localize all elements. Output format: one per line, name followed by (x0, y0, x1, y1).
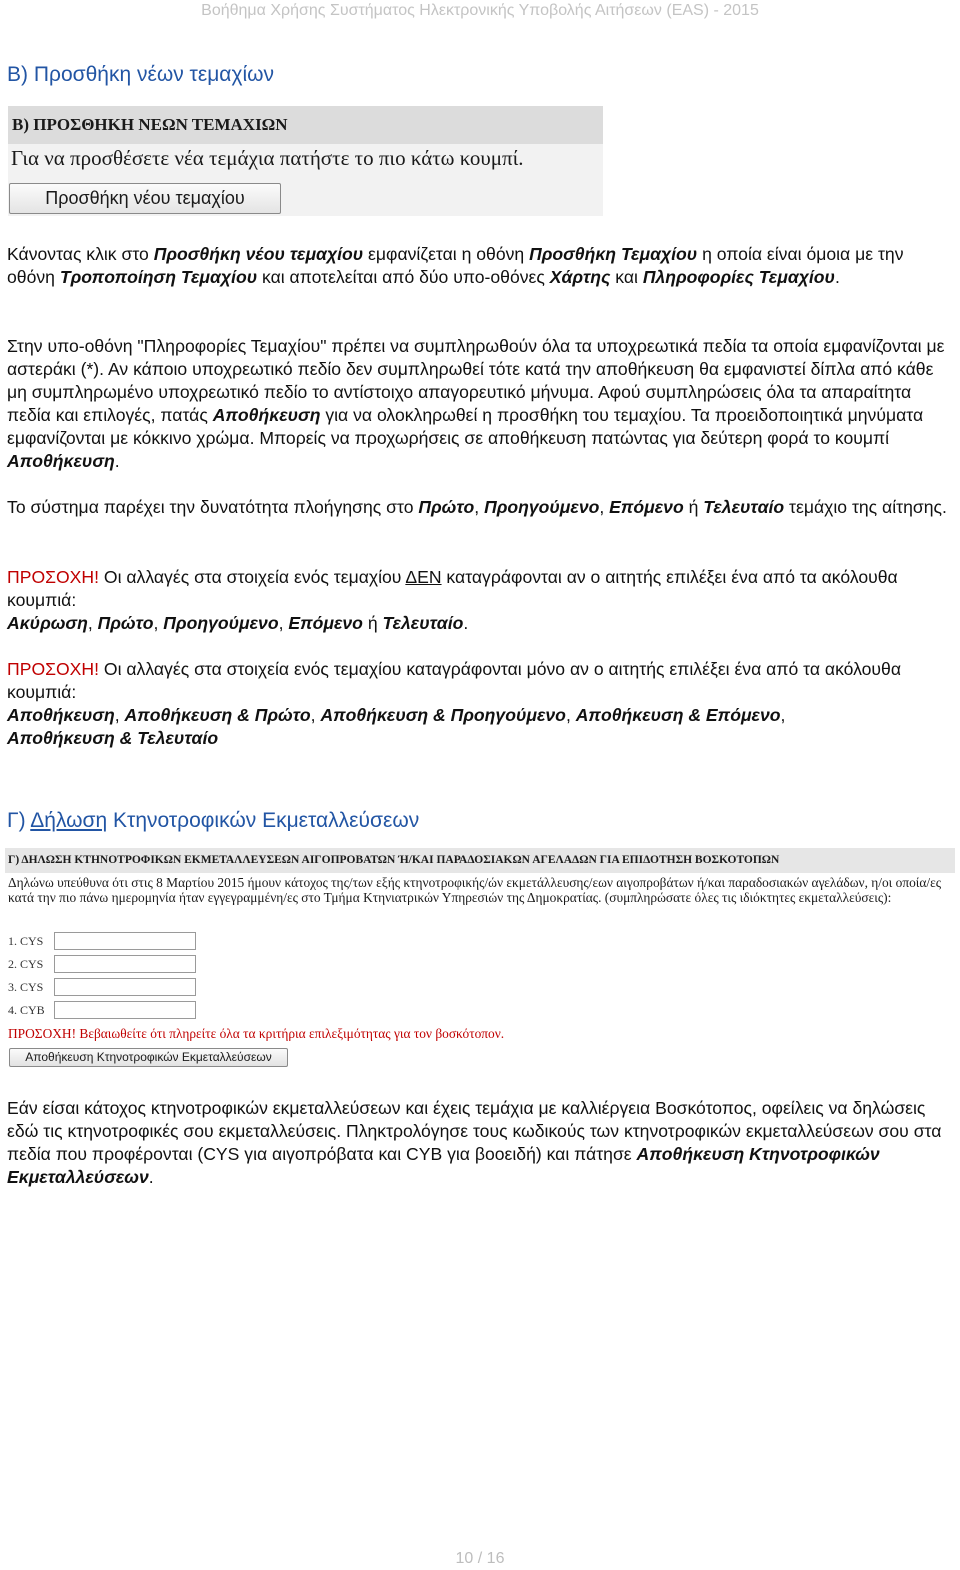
cys-code-input-1[interactable] (54, 932, 196, 950)
add-parcel-instruction: Για να προσθέσετε νέα τεμάχια πατήστε το πιο κάτω κουμπί. (11, 146, 524, 170)
livestock-header-bar (5, 848, 955, 873)
section-b-title: B) Προσθήκη νέων τεμαχίων (7, 63, 275, 86)
add-new-parcel-button[interactable]: Προσθήκη νέου τεμαχίου (9, 183, 281, 214)
livestock-field-label: 4. CYB (8, 1003, 45, 1017)
paragraph-warning-not-saved: ΠΡΟΣΟΧΗ! Οι αλλαγές στα στοιχεία ενός τεμαχίου ΔΕΝ καταγράφονται αν ο αιτητής επιλέξει ένα από τα ακόλουθα κουμπιά: Ακύρωση, Πρώτο, Προηγούμενο, Επόμενο ή Τελευταίο. (7, 567, 898, 633)
warning-label: ΠΡΟΣΟΧΗ! (7, 659, 100, 679)
livestock-field-label: 3. CYS (8, 980, 44, 994)
livestock-declaration-screenshot (5, 848, 955, 1070)
paragraph-add-parcel-intro: Κάνοντας κλικ στο Προσθήκη νέου τεμαχίου εμφανίζεται η οθόνη Προσθήκη Τεμαχίου η οποία είναι όμοια με την οθόνη Τροποποίηση Τεμαχίου και αποτελείται από δύο υπο-οθόνες Χάρτης και Πληροφορίες Τεμαχίου. (7, 244, 904, 287)
save-livestock-button[interactable]: Αποθήκευση Κτηνοτροφικών Εκμεταλλεύσεων (9, 1048, 288, 1067)
paragraph-mandatory-fields: Στην υπο-οθόνη "Πληροφορίες Τεμαχίου" πρέπει να συμπληρωθούν όλα τα υποχρεωτικά πεδία τα οποία εμφανίζονται με αστεράκι (*). Αν κάποιο υποχρεωτικό πεδίο δεν συμπληρωθεί τότε κατά την αποθήκευση θα εμφανιστεί δίπλα από κάθε μη συμπληρωμένο υποχρεωτικό πεδίο το αντίστοιχο απαγορευτικό μήνυμα. Αφού συμπληρώσεις όλα τα απαραίτητα πεδία και επιλογές, πατάς Αποθήκευση για να ολοκληρωθεί η προσθήκη του τεμαχίου. Τα προειδοποιητικά μηνύματα εμφανίζονται με κόκκινο χρώμα. Μπορείς να προχωρήσεις σε αποθήκευση πατώντας για δεύτερη φορά το κουμπί Αποθήκευση. (7, 336, 945, 471)
cys-code-input-3[interactable] (54, 978, 196, 996)
livestock-declaration-text: Δηλώνω υπεύθυνα ότι στις 8 Μαρτίου 2015 ήμουν κάτοχος της/των εξής κτηνοτροφικής/ών εκμετάλλευσης/εων αιγοπροβάτων ή/και παραδοσιακών αγελάδων, η/οι οποία/ες κατά την πιο πάνω ημερομηνία ήταν εγγεγραμμένη/ες στο Τμήμα Κτηνιατρικών Υπηρεσιών της Δημοκρατίας. (συμπληρώσατε όλες τις ιδιόκτητες εκμεταλλεύσεις): (8, 875, 942, 905)
paragraph-navigation: Το σύστημα παρέχει την δυνατότητα πλοήγησης στο Πρώτο, Προηγούμενο, Επόμενο ή Τελευταίο τεμάχιο της αίτησης. (7, 497, 947, 517)
add-parcel-header-title: Β) ΠΡΟΣΘΗΚΗ ΝΕΩΝ ΤΕΜΑΧΙΩΝ (12, 115, 288, 134)
warning-label: ΠΡΟΣΟΧΗ! (7, 567, 100, 587)
livestock-header-title: Γ) ΔΗΛΩΣΗ ΚΤΗΝΟΤΡΟΦΙΚΩΝ ΕΚΜΕΤΑΛΛΕΥΣΕΩΝ ΑΙΓΟΠΡΟΒΑΤΩΝ Ή/ΚΑΙ ΠΑΡΑΔΟΣΙΑΚΩΝ ΑΓΕΛΑΔΩΝ ΓΙΑ ΕΠΙΔΟΤΗΣΗ ΒΟΣΚΟΤΟΠΩΝ (8, 854, 780, 866)
livestock-field-row-1 (8, 932, 208, 952)
livestock-field-row-4 (8, 1001, 208, 1021)
cyb-code-input[interactable] (54, 1001, 196, 1019)
livestock-field-row-3 (8, 978, 208, 998)
livestock-warning: ΠΡΟΣΟΧΗ! Βεβαιωθείτε ότι πληρείτε όλα τα κριτήρια επιλεξιμότητας για τον βοσκότοπον. (8, 1026, 505, 1041)
paragraph-livestock-instructions: Εάν είσαι κάτοχος κτηνοτροφικών εκμεταλλεύσεων και έχεις τεμάχια με καλλιέργεια Βοσκότοπος, οφείλεις να δηλώσεις εδώ τις κτηνοτροφικές σου εκμεταλλεύσεις. Πληκτρολόγησε τους κωδικούς των κτηνοτροφικών εκμεταλλεύσεων σου στα πεδία που προφέρονται (CYS για αιγοπρόβατα και CYB για βοοειδή) και πάτησε Αποθήκευση Κτηνοτροφικών Εκμεταλλεύσεων. (7, 1098, 942, 1187)
section-c-title: Γ) Δήλωση Κτηνοτροφικών Εκμεταλλεύσεων (7, 809, 420, 832)
livestock-field-label: 1. CYS (8, 934, 44, 948)
paragraph-warning-saved: ΠΡΟΣΟΧΗ! Οι αλλαγές στα στοιχεία ενός τεμαχίου καταγράφονται μόνο αν ο αιτητής επιλέξει ένα από τα ακόλουθα κουμπιά: Αποθήκευση, Αποθήκευση & Πρώτο, Αποθήκευση & Προηγούμενο, Αποθήκευση & Επόμενο, Αποθήκευση & Τελευταίο (7, 659, 901, 748)
livestock-field-row-2 (8, 955, 208, 975)
add-parcel-screenshot (8, 106, 603, 216)
cys-code-input-2[interactable] (54, 955, 196, 973)
running-header: Βοήθημα Χρήσης Συστήματος Ηλεκτρονικής Υποβολής Αιτήσεων (EAS) - 2015 (201, 2, 759, 19)
livestock-field-label: 2. CYS (8, 957, 44, 971)
page-number: 10 / 16 (455, 1550, 505, 1567)
add-parcel-header-bar (8, 106, 603, 144)
